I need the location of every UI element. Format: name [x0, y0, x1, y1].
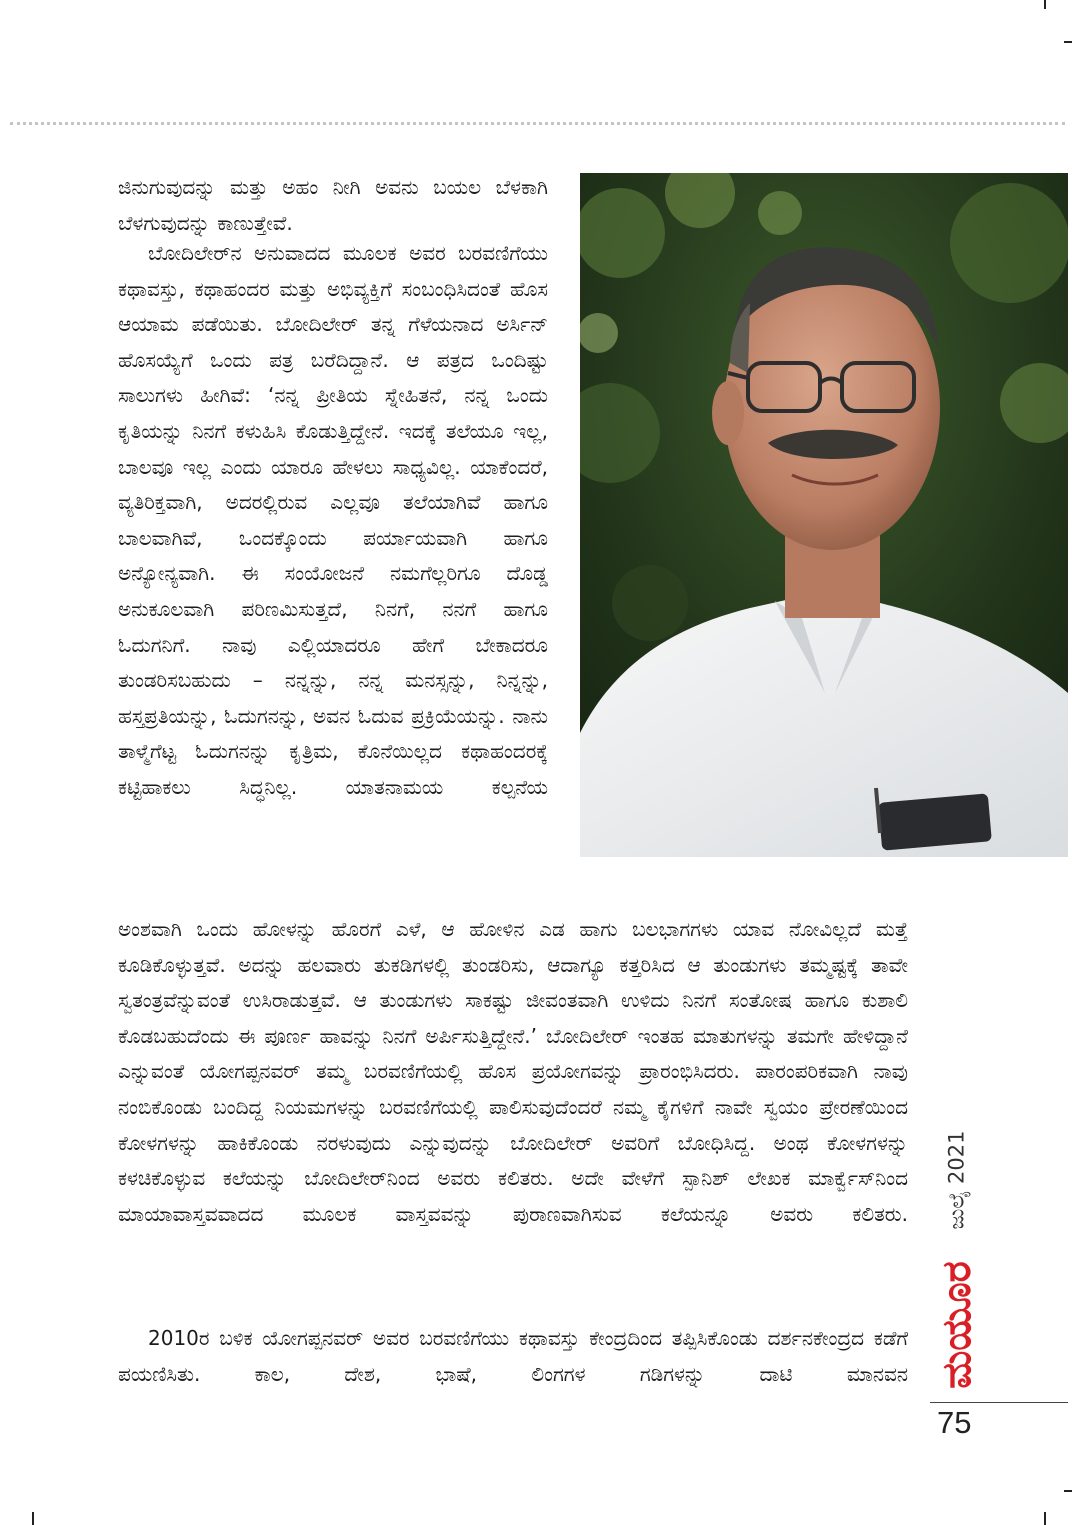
- header-dotted-rule: [10, 122, 1065, 125]
- issue-date: ಜುಲೈ 2021: [944, 1130, 969, 1230]
- folio-rule: [930, 1402, 1068, 1403]
- author-portrait-photo: [580, 173, 1068, 857]
- crop-mark-right-upper: [1064, 41, 1072, 43]
- wide-paragraph-2: 2010ರ ಬಳಿಕ ಯೋಗಪ್ಪನವರ್ ಅವರ ಬರವಣಿಗೆಯು ಕಥಾವಸ್ತು ಕೇಂದ್ರದಿಂದ ತಪ್ಪಿಸಿಕೊಂಡು ದರ್ಶನಕೇಂದ್ರದ ಕಡೆಗೆ ಪಯಣಿಸಿತು. ಕಾಲ, ದೇಶ, ಭಾಷೆ, ಲಿಂಗಗಳ ಗಡಿಗಳನ್ನು ದಾಟಿ ಮಾನವನ: [118, 1326, 908, 1386]
- crop-mark-right-lower: [1064, 1490, 1072, 1492]
- magazine-logo: ಮಯೂರ: [934, 1261, 980, 1389]
- column-paragraph-2: ಬೋದಿಲೇರ್‌ನ ಅನುವಾದದ ಮೂಲಕ ಅವರ ಬರವಣಿಗೆಯು ಕಥಾವಸ್ತು, ಕಥಾಹಂದರ ಮತ್ತು ಅಭಿವ್ಯಕ್ತಿಗೆ ಸಂಬಂಧಿಸಿದಂತೆ ಹೊಸ ಆಯಾಮ ಪಡೆಯಿತು. ಬೋದಿಲೇರ್ ತನ್ನ ಗೆಳೆಯನಾದ ಅರ್ಸಿನ್ ಹೊಸಯ್ಯೆಗೆ ಒಂದು ಪತ್ರ ಬರೆದಿದ್ದಾನೆ. ಆ ಪತ್ರದ ಒಂದಿಷ್ಟು ಸಾಲುಗಳು ಹೀಗಿವೆ: ‘ನನ್ನ ಪ್ರೀತಿಯ ಸ್ನೇಹಿತನೆ, ನನ್ನ ಒಂದು ಕೃತಿಯನ್ನು ನಿನಗೆ ಕಳುಹಿಸಿ ಕೊಡುತ್ತಿದ್ದೇನೆ. ಇದಕ್ಕೆ ತಲೆಯೂ ಇಲ್ಲ, ಬಾಲವೂ ಇಲ್ಲ ಎಂದು ಯಾರೂ ಹೇಳಲು ಸಾಧ್ಯವಿಲ್ಲ. ಯಾಕೆಂದರೆ, ವ್ಯತಿರಿಕ್ತವಾಗಿ, ಅದರಲ್ಲಿರುವ ಎಲ್ಲವೂ ತಲೆಯಾಗಿವೆ ಹಾಗೂ ಬಾಲವಾಗಿವೆ, ಒಂದಕ್ಕೊಂದು ಪರ್ಯಾಯವಾಗಿ ಹಾಗೂ ಅನ್ಯೋನ್ಯವಾಗಿ. ಈ ಸಂಯೋಜನೆ ನಮಗೆಲ್ಲರಿಗೂ ದೊಡ್ಡ ಅನುಕೂಲವಾಗಿ ಪರಿಣಮಿಸುತ್ತದೆ, ನಿನಗೆ, ನನಗೆ ಹಾಗೂ ಓದುಗನಿಗೆ. ನಾವು ಎಲ್ಲಿಯಾದರೂ ಹೇಗೆ ಬೇಕಾದರೂ ತುಂಡರಿಸಬಹುದು – ನನ್ನನ್ನು, ನನ್ನ ಮನಸ್ಸನ್ನು, ನಿನ್ನನ್ನು, ಹಸ್ತಪ್ರತಿಯನ್ನು, ಓದುಗನನ್ನು, ಅವನ ಓದುವ ಪ್ರಕ್ರಿಯೆಯನ್ನು. ನಾನು ತಾಳ್ಮೆಗೆಟ್ಟ ಓದುಗನನ್ನು ಕೃತ್ರಿಮ, ಕೊನೆಯಿಲ್ಲದ ಕಥಾಹಂದರಕ್ಕೆ ಕಟ್ಟಿಹಾಕಲು ಸಿದ್ಧನಿಲ್ಲ. ಯಾತನಾಮಯ ಕಲ್ಪನೆಯ: [118, 241, 548, 799]
- column-paragraph-1: ಜಿನುಗುವುದನ್ನು ಮತ್ತು ಅಹಂ ನೀಗಿ ಅವನು ಬಯಲ ಬೆಳಕಾಗಿ ಬೆಳಗುವುದನ್ನು ಕಾಣುತ್ತೇವೆ.: [118, 175, 548, 235]
- side-branding: [936, 1120, 978, 1390]
- crop-mark-bottom-right: [1044, 1512, 1046, 1525]
- page-number: 75: [937, 1405, 972, 1440]
- crop-mark-bottom-left: [32, 1512, 34, 1525]
- wide-paragraph-1: ಅಂಶವಾಗಿ ಒಂದು ಹೋಳನ್ನು ಹೊರಗೆ ಎಳೆ, ಆ ಹೋಳಿನ ಎಡ ಹಾಗು ಬಲಭಾಗಗಳು ಯಾವ ನೋವಿಲ್ಲದೆ ಮತ್ತೆ ಕೂಡಿಕೊಳ್ಳುತ್ತವೆ. ಅದನ್ನು ಹಲವಾರು ತುಕಡಿಗಳಲ್ಲಿ ತುಂಡರಿಸು, ಆದಾಗ್ಯೂ ಕತ್ತರಿಸಿದ ಆ ತುಂಡುಗಳು ತಮ್ಮಷ್ಟಕ್ಕೆ ತಾವೇ ಸ್ವತಂತ್ರವೆನ್ನುವಂತೆ ಉಸಿರಾಡುತ್ತವೆ. ಆ ತುಂಡುಗಳು ಸಾಕಷ್ಟು ಜೀವಂತವಾಗಿ ಉಳಿದು ನಿನಗೆ ಸಂತೋಷ ಹಾಗೂ ಕುಶಾಲಿ ಕೊಡಬಹುದೆಂದು ಈ ಪೂರ್ಣ ಹಾವನ್ನು ನಿನಗೆ ಅರ್ಪಿಸುತ್ತಿದ್ದೇನೆ.’ ಬೋದಿಲೇರ್ ಇಂತಹ ಮಾತುಗಳನ್ನು ತಮಗೇ ಹೇಳಿದ್ದಾನೆ ಎನ್ನುವಂತೆ ಯೋಗಪ್ಪನವರ್ ತಮ್ಮ ಬರವಣಿಗೆಯಲ್ಲಿ ಹೊಸ ಪ್ರಯೋಗವನ್ನು ಪ್ರಾರಂಭಿಸಿದರು. ಪಾರಂಪರಿಕವಾಗಿ ನಾವು ನಂಬಿಕೊಂಡು ಬಂದಿದ್ದ ನಿಯಮಗಳನ್ನು ಬರವಣಿಗೆಯಲ್ಲಿ ಪಾಲಿಸುವುದೆಂದರೆ ನಮ್ಮ ಕೈಗಳಿಗೆ ನಾವೇ ಸ್ವಯಂ ಪ್ರೇರಣೆಯಿಂದ ಕೋಳಗಳನ್ನು ಹಾಕಿಕೊಂಡು ನರಳುವುದು ಎನ್ನುವುದನ್ನು ಬೋದಿಲೇರ್ ಅವರಿಗೆ ಬೋಧಿಸಿದ್ದ. ಅಂಥ ಕೋಳಗಳನ್ನು ಕಳಚಿಕೊಳ್ಳುವ ಕಲೆಯನ್ನು ಬೋದಿಲೇರ್‌ನಿಂದ ಅವರು ಕಲಿತರು. ಅದೇ ವೇಳೆಗೆ ಸ್ಪಾನಿಶ್ ಲೇಖಕ ಮಾರ್ಕ್ವೆಸ್‌ನಿಂದ ಮಾಯಾವಾಸ್ತವವಾದದ ಮೂಲಕ ವಾಸ್ತವವನ್ನು ಪುರಾಣವಾಗಿಸುವ ಕಲೆಯನ್ನೂ ಅವರು ಕಲಿತರು.: [118, 917, 908, 1226]
- crop-mark-top-right: [1044, 0, 1046, 9]
